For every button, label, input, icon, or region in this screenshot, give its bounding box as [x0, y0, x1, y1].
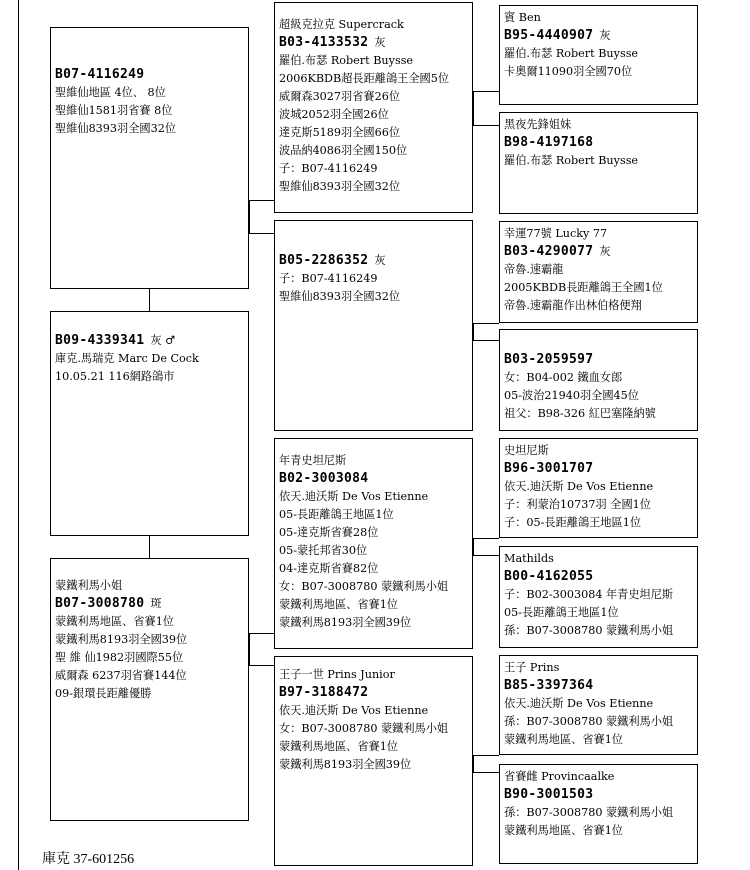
- subject-card: [50, 311, 249, 536]
- achievement-line: 孫：B07-3008780 蒙鐵利馬小姐: [504, 806, 674, 819]
- ring-row: [279, 470, 468, 488]
- ring-row: [279, 684, 468, 702]
- achievement-line: 帝魯.速霸龍: [504, 263, 564, 276]
- ring-row: [55, 595, 244, 613]
- ring-row: [504, 134, 693, 152]
- bird-name: 幸運77號 Lucky 77: [504, 227, 608, 240]
- achievement-line: 孫：B07-3008780 蒙鐵利馬小姐: [504, 715, 674, 728]
- color-label: 灰: [599, 29, 611, 42]
- ring-number: B98-4197168: [504, 135, 594, 150]
- color-label: 灰: [599, 245, 611, 258]
- ring-number: B95-4440907: [504, 28, 594, 43]
- achievement-line: 2005KBDB長距離鴿王全國1位: [504, 281, 663, 294]
- dam-sire-card: [274, 438, 473, 649]
- color-label: 斑: [150, 597, 162, 610]
- ring-row: [504, 568, 693, 586]
- achievement-line: 庫克.馬瑞克 Marc De Cock: [55, 352, 199, 365]
- achievement-line: 子：B07-4116249: [279, 272, 378, 285]
- achievement-line: 卡奧爾11090羽全國70位: [504, 65, 633, 78]
- achievement-line: 聖維仙1581羽省賽 8位: [55, 104, 173, 117]
- achievement-line: 波城2052羽全國26位: [279, 108, 389, 121]
- achievement-line: 05-蒙托邦省30位: [279, 544, 368, 557]
- achievement-line: 祖父：B98-326 紅巴塞隆納號: [504, 407, 656, 420]
- ring-row: [504, 677, 693, 695]
- bird-name: 省賽雌 Provincaalke: [504, 770, 615, 783]
- sds-card: [499, 221, 698, 323]
- ring-row: [504, 351, 693, 369]
- bird-name: 王子 Prins: [504, 661, 560, 674]
- achievement-line: 蒙鐵利馬地區、省賽1位: [279, 598, 398, 611]
- bird-name: 賓 Ben: [504, 11, 541, 24]
- ring-number: B03-4133532: [279, 35, 369, 50]
- bird-name: 史坦尼斯: [504, 444, 549, 457]
- achievement-line: 羅伯.布瑟 Robert Buysse: [504, 47, 639, 60]
- achievement-line: 聖維仙8393羽全國32位: [55, 122, 177, 135]
- achievement-line: 蒙鐵利馬地區、省賽1位: [504, 733, 623, 746]
- bird-name: 王子一世 Prins Junior: [279, 668, 395, 681]
- dsd-card: [499, 546, 698, 648]
- achievement-line: 聖維仙8393羽全國32位: [279, 180, 401, 193]
- ring-row: [504, 27, 693, 45]
- achievement-line: 04-達克斯省賽82位: [279, 562, 379, 575]
- dam-dam-card: [274, 656, 473, 866]
- achievement-line: 10.05.21 116網路鴿市: [55, 370, 175, 383]
- dss-card: [499, 438, 698, 538]
- color-label: 灰 ♂: [150, 334, 176, 347]
- ring-number: B05-2286352: [279, 253, 369, 268]
- ring-number: B07-3008780: [55, 596, 145, 611]
- ring-number: B03-2059597: [504, 352, 594, 367]
- achievement-line: 聖 維 仙1982羽國際55位: [55, 651, 184, 664]
- dam-card: [50, 558, 249, 821]
- achievement-line: 蒙鐵利馬地區、省賽1位: [279, 740, 398, 753]
- ring-number: B85-3397364: [504, 678, 594, 693]
- achievement-line: 孫：B07-3008780 蒙鐵利馬小姐: [504, 624, 674, 637]
- achievement-line: 達克斯5189羽全國66位: [279, 126, 401, 139]
- achievement-line: 波品納4086羽全國150位: [279, 144, 408, 157]
- achievement-line: 蒙鐵利馬8193羽全國39位: [279, 616, 412, 629]
- bird-name: Mathilds: [504, 552, 554, 565]
- sire-dam-card: [274, 220, 473, 431]
- achievement-line: 2006KBDB超長距離鴿王全國5位: [279, 72, 450, 85]
- achievement-line: 依天.迪沃斯 De Vos Etienne: [279, 490, 429, 503]
- achievement-line: 依天.迪沃斯 De Vos Etienne: [279, 704, 429, 717]
- achievement-line: 依天.迪沃斯 De Vos Etienne: [504, 697, 654, 710]
- ring-number: B03-4290077: [504, 244, 594, 259]
- achievement-line: 子：B07-4116249: [279, 162, 378, 175]
- achievement-line: 蒙鐵利馬地區、省賽1位: [55, 615, 174, 628]
- achievement-line: 威爾森 6237羽省賽144位: [55, 669, 187, 682]
- achievement-line: 威爾森3027羽省賽26位: [279, 90, 401, 103]
- ring-row: [504, 460, 693, 478]
- sss-card: [499, 5, 698, 105]
- ring-row: [279, 34, 468, 52]
- bird-name: 黑夜先鋒姐妹: [504, 118, 572, 131]
- achievement-line: 聖維仙地區 4位、 8位: [55, 86, 166, 99]
- ring-row: [504, 243, 693, 261]
- color-label: 灰: [374, 254, 386, 267]
- achievement-line: 聖維仙8393羽全國32位: [279, 290, 401, 303]
- bird-name: 蒙鐵利馬小姐: [55, 579, 123, 592]
- achievement-line: 蒙鐵利馬地區、省賽1位: [504, 824, 623, 837]
- ring-number: B96-3001707: [504, 461, 594, 476]
- ring-row: [279, 252, 468, 270]
- achievement-line: 05-長距離鴿王地區1位: [504, 606, 619, 619]
- ring-number: B00-4162055: [504, 569, 594, 584]
- bird-name: 年青史坦尼斯: [279, 454, 347, 467]
- achievement-line: 05-長距離鴿王地區1位: [279, 508, 394, 521]
- achievement-line: 05-波治21940羽全國45位: [504, 389, 639, 402]
- bird-name: 超級克拉克 Supercrack: [279, 18, 404, 31]
- achievement-line: 女：B04-002 鐵血女郎: [504, 371, 623, 384]
- achievement-line: 女：B07-3008780 蒙鐵利馬小姐: [279, 580, 449, 593]
- achievement-line: 羅伯.布瑟 Robert Buysse: [279, 54, 414, 67]
- ddd-card: [499, 764, 698, 864]
- ring-row: [55, 66, 244, 84]
- ring-number: B07-4116249: [55, 67, 145, 82]
- ring-row: [55, 332, 244, 350]
- sire-sire-card: [274, 2, 473, 213]
- achievement-line: 女：B07-3008780 蒙鐵利馬小姐: [279, 722, 449, 735]
- dds-card: [499, 655, 698, 755]
- achievement-line: 依天.迪沃斯 De Vos Etienne: [504, 480, 654, 493]
- achievement-line: 子：利蒙治10737羽 全國1位: [504, 498, 651, 511]
- sdd-card: [499, 329, 698, 431]
- achievement-line: 09-銀環長距離優勝: [55, 687, 152, 700]
- achievement-line: 羅伯.布瑟 Robert Buysse: [504, 154, 639, 167]
- achievement-line: 子：05-長距離鴿王地區1位: [504, 516, 642, 529]
- sire-card: [50, 27, 249, 289]
- achievement-line: 05-達克斯省賽28位: [279, 526, 379, 539]
- achievement-line: 子：B02-3003084 年青史坦尼斯: [504, 588, 674, 601]
- achievement-line: 蒙鐵利馬8193羽全國39位: [279, 758, 412, 771]
- achievement-line: 帝魯.速霸龍作出林伯格便翔: [504, 299, 642, 312]
- color-label: 灰: [374, 36, 386, 49]
- ring-number: B02-3003084: [279, 471, 369, 486]
- breeder-footer: 庫克 37-601256: [42, 852, 135, 867]
- ring-row: [504, 786, 693, 804]
- ring-number: B90-3001503: [504, 787, 594, 802]
- achievement-line: 蒙鐵利馬8193羽全國39位: [55, 633, 188, 646]
- ring-number: B97-3188472: [279, 685, 369, 700]
- ssd-card: [499, 112, 698, 214]
- ring-number: B09-4339341: [55, 333, 145, 348]
